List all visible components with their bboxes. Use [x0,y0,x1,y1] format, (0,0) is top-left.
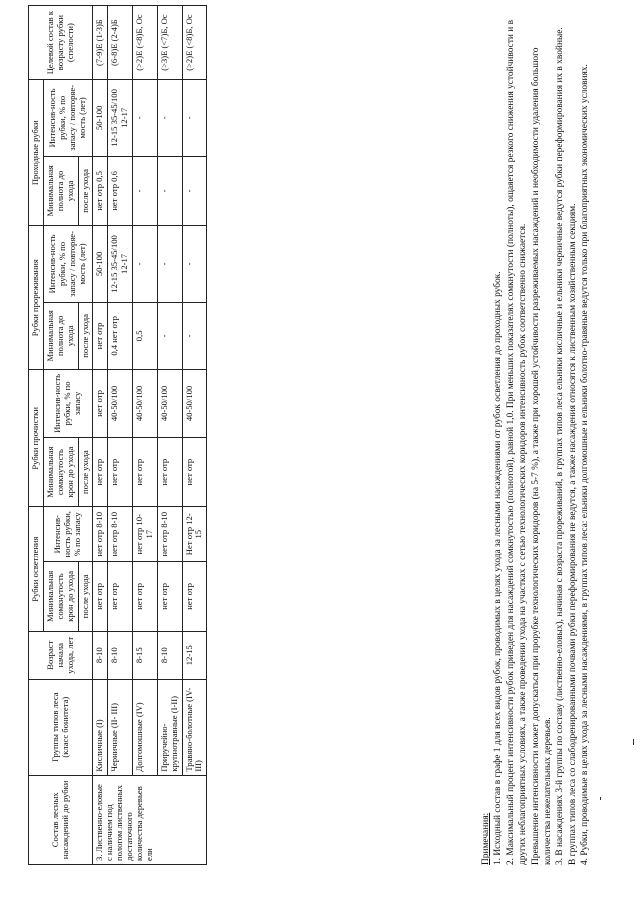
clearing-min-cell: нет отр [93,562,108,632]
cleaning-int-cell: 40-50/100 [182,370,207,438]
header-group: Группы типов леса (класс бонитета) [29,679,93,775]
cleaning-min-cell: нет отр [108,437,133,507]
thinning-min-cell: - [182,302,207,370]
header-cleaning-after: после ухода [78,437,93,507]
table-row [93,6,108,865]
clearing-int-cell: нет отр 8-10 [93,507,108,562]
thinning-int-cell: 12-15 35-45/100 12-17 [108,226,133,302]
header-cleaning-min: Минимальная сомкнутость крон до ухода [43,437,78,507]
header-thinning-int: Интенсив-ность рубки, % по запасу / повторяе-мость (лет) [43,226,93,302]
header-cleaning: Рубки прочистки [29,370,44,507]
header-thinning: Рубки прореживания [29,226,44,370]
table-row [157,6,182,865]
note-3: 3. В насаждениях 3-й группы по составу (лиственно-еловых), начиная с возраста прореживаний, в группах типов леса ельники кисличные и ельники черничные ведутся рубки переформирования их в хвойные. [555,27,566,865]
group-cell: Черничные (II- III) [108,679,133,775]
target-cell: (7-9)Е (1-3)Б [93,6,108,80]
header-clearing-int: Интенсив-ность рубки, % по запасу [43,507,93,562]
clearing-min-cell: нет отр [108,562,133,632]
thinning-min-cell: - [157,302,182,370]
cleaning-min-cell: нет отр [133,437,158,507]
thinning-int-cell: - [133,226,158,302]
target-cell: (6-8)Е (2-4)Б [108,6,133,80]
thinning-table [28,5,207,865]
cleaning-min-cell: нет отр [93,437,108,507]
clearing-int-cell: нет отр 10-17 [133,507,158,562]
cleaning-int-cell: нет отр [93,370,108,438]
passing-int-cell: 50-100 [93,80,108,156]
note-2b: Превышение интенсивности может допускаться при прорубке технологических коридоров (на 5-7 %), а также при хорошей устойчивости разреживаемых насаждений и необходимости удаления большого количества нежелательных деревьев. [530,47,554,865]
age-cell: 12-15 [182,631,207,679]
passing-min-cell: нет отр 0,5 [93,156,108,226]
thinning-table-sheet [28,5,207,865]
header-cleaning-int: Интенсив-ность рубки, % по запасу [43,370,93,438]
cleaning-min-cell: нет отр [157,437,182,507]
target-cell: (>3)Е (<7)Б, Ос [157,6,182,80]
table-row [108,6,133,865]
passing-min-cell: - [133,156,158,226]
thinning-min-cell: нет отр [93,302,108,370]
group-cell: Долгомошные (IV) [133,679,158,775]
table-row [133,6,158,865]
cleaning-min-cell: нет отр [182,437,207,507]
age-cell: 8-10 [108,631,133,679]
age-cell: 8-10 [157,631,182,679]
header-thinning-after: после ухода [78,302,93,370]
group-cell: Травяно-болотные (IV-III) [182,679,207,775]
table-row [182,6,207,865]
age-cell: 8-10 [93,631,108,679]
group-cell: Кисличные (I) [93,679,108,775]
cleaning-int-cell: 40-50/100 [133,370,158,438]
thinning-int-cell: - [157,226,182,302]
target-cell: (>2)Е (<8)Б, Ос [182,6,207,80]
header-passing-int: Интенсив-ность рубки, % по запасу / повторяе-мость (лет) [43,80,93,156]
note-4: 4. Рубки, проводимые в целях ухода за лесными насаждениями, в группах типов леса: ельники долгомошные и ельники болотно-травяные ведутся только при благоприятных экономических условиях. [580,64,591,865]
thinning-int-cell: - [182,226,207,302]
header-age: Возраст начала ухода, лет [29,631,93,679]
clearing-min-cell: нет отр [182,562,207,632]
target-cell: (>2)Е (<8)Б, Ос [133,6,158,80]
clearing-int-cell: нет отр 8-10 [157,507,182,562]
note-2: 2. Максимальный процент интенсивности рубок приведен для насаждений сомкнутостью (полнотой), равной 1,0. При меньших показателях сомкнутости (полноты), ощаяется резкого снижения устойчивости и в других неблагоприятных условиях, а также проведении ухода на участках с сетью технологических коридоров интенсивность рубок соответственно снижается. [505,19,529,865]
header-target: Целевой состав к возрасту рубки (спелости) [29,6,93,80]
notes-section [480,5,592,865]
passing-int-cell: 12-15 35-45/100 12-17 [108,80,133,156]
clearing-min-cell: нет отр [133,562,158,632]
scan-speck [600,797,601,800]
cleaning-int-cell: 40-50/100 [108,370,133,438]
thinning-min-cell: 0,4 нет отр [108,302,133,370]
header-passing-min: Минимальная полнота до ухода [43,156,78,226]
passing-int-cell: - [157,80,182,156]
thinning-int-cell: 50-100 [93,226,108,302]
clearing-int-cell: Нет отр 12-15 [182,507,207,562]
clearing-int-cell: нет отр 8-10 [108,507,133,562]
clearing-min-cell: нет отр [157,562,182,632]
stand-cell: 3. Лиственно-еловые с наличием под пологом лиственных достаточного количества деревьев ели [93,775,207,864]
age-cell: 8-15 [133,631,158,679]
notes-title: Примечания: [481,812,491,865]
cleaning-int-cell: 40-50/100 [157,370,182,438]
passing-int-cell: - [182,80,207,156]
note-3b: В группах типов леса со слабодренированными почвами рубки переформирования не ведутся, а также насаждения относятся к лиственным хозяйственным секциям. [567,203,578,865]
passing-int-cell: - [133,80,158,156]
note-1: 1. Исходный состав в графе 1 для всех видов рубок, проводимых в целях ухода за лесными насаждениями от рубок осветления до проходных рубок. [493,271,504,865]
header-passing: Проходные рубки [29,80,44,226]
header-stand: Состав лесных насаждений до рубки [29,775,93,864]
header-row-1 [29,6,44,865]
header-passing-after: после ухода [78,156,93,226]
header-clearing-min: Минимальная сомкнутость крон до ухода [43,562,78,632]
header-clearing-after: после ухода [78,562,93,632]
passing-min-cell: нет отр 0,6 [108,156,133,226]
header-clearing: Рубки осветления [29,507,44,631]
header-thinning-min: Минимальная полнота до ухода [43,302,78,370]
thinning-min-cell: 0,5 [133,302,158,370]
passing-min-cell: - [157,156,182,226]
scan-speck [633,739,634,745]
passing-min-cell: - [182,156,207,226]
group-cell: Приручейно-крупнотравные (I-II) [157,679,182,775]
